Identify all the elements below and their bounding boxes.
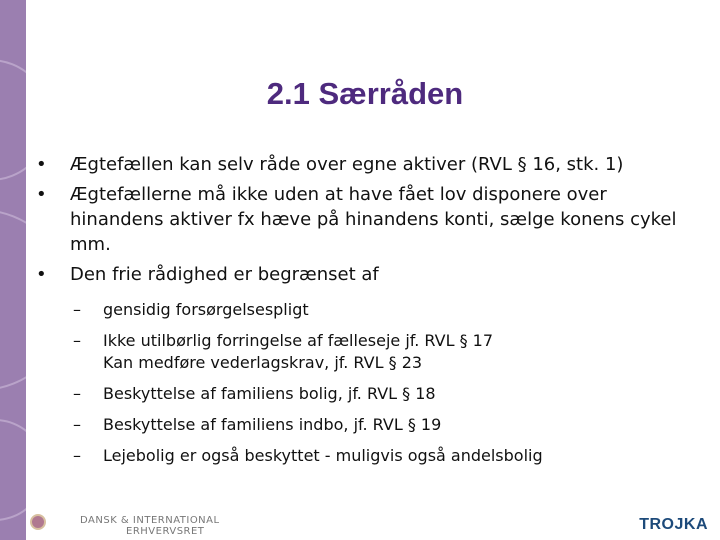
sub-bullet-dash: – [73,331,81,350]
slide-content [36,152,696,476]
slide-title: 2.1 Særråden [266,76,464,111]
sub-bullet-text: Lejebolig er også beskyttet - muligvis også andelsbolig [103,446,543,465]
sub-bullet-continuation: Kan medføre vederlagskrav, jf. RVL § 23 [103,353,423,372]
bullet-dot: • [36,264,47,285]
slide-footer [26,506,720,540]
bullet-item [36,262,696,287]
sub-bullet-item [36,445,696,467]
sub-bullet-text: gensidig forsørgelsespligt [103,300,309,319]
bullet-text: Ægtefællen kan selv råde over egne aktiver (RVL § 16, stk. 1) [70,154,624,175]
bullet-text: Ægtefællerne må ikke uden at have fået lov disponere over hinandens aktiver fx hæve på hinandens konti, sælge konens cykel mm. [70,184,677,255]
bullet-dot: • [36,154,47,175]
sub-bullet-text: Beskyttelse af familiens indbo, jf. RVL § 19 [103,415,442,434]
bullet-dot: • [36,184,47,205]
sub-bullet-item [36,383,696,405]
sub-bullet-item [36,330,696,374]
sub-bullet-dash: – [73,446,81,465]
seal-logo-icon [30,514,46,530]
brand-logo: TROJKA [639,516,708,533]
bullet-text: Den frie rådighed er begrænset af [70,264,379,285]
sub-bullet-item [36,299,696,321]
sub-bullet-item [36,414,696,436]
footer-organization [80,515,220,537]
sub-bullet-text: Ikke utilbørlig forringelse af fælleseje jf. RVL § 17 [103,331,494,350]
sub-bullet-text: Beskyttelse af familiens bolig, jf. RVL § 18 [103,384,436,403]
footer-org-line2: ERHVERVSRET [126,526,205,537]
sub-bullet-dash: – [73,384,81,403]
sub-bullet-dash: – [73,415,81,434]
bullet-item [36,152,696,177]
sub-bullet-dash: – [73,300,81,319]
bullet-item [36,182,696,257]
footer-org-line1: DANSK & INTERNATIONAL [80,515,220,526]
